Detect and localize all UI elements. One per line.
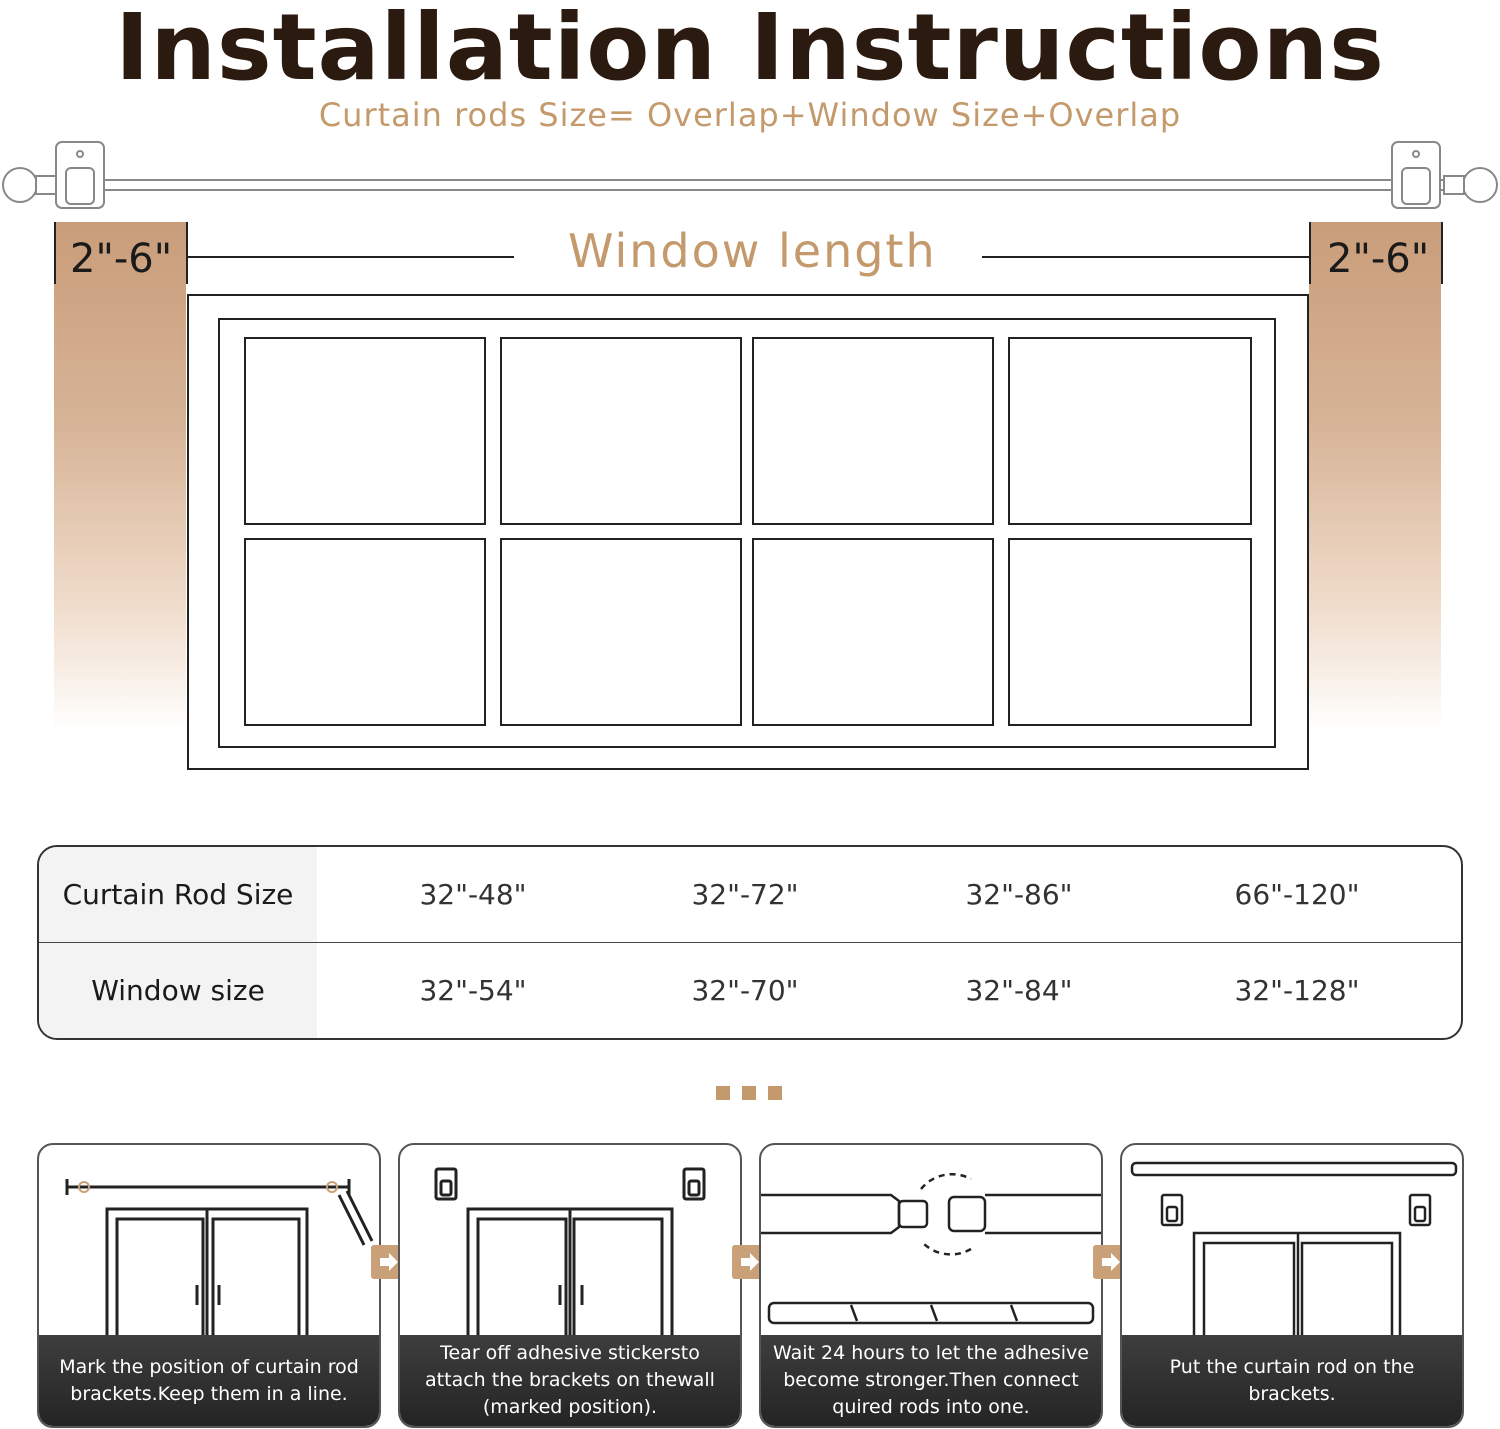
left-overlap-band [54,222,186,732]
window-pane [752,337,994,525]
table-cell: 32"-54" [419,974,527,1007]
left-overlap-label: 2"-6" [70,236,173,282]
step-card-4 [1120,1143,1464,1428]
window-pane [752,538,994,726]
dimension-line-left [188,256,514,258]
window-frame [187,294,1309,770]
table-cell: 32"-128" [1234,974,1360,1007]
window-pane [1008,538,1252,726]
step-card-2 [398,1143,742,1428]
window-pane [1008,337,1252,525]
table-cell: 32"-70" [691,974,799,1007]
window-pane [244,337,486,525]
window-length-label: Window length [568,224,937,278]
page-subtitle: Curtain rods Size= Overlap+Window Size+Overlap [318,96,1182,134]
window-pane [500,538,742,726]
row-header: Curtain Rod Size [39,847,317,942]
table-cell: 32"-72" [691,878,799,911]
step-card-1 [37,1143,381,1428]
table-cell: 32"-48" [419,878,527,911]
step-card-3 [759,1143,1103,1428]
window-sash [218,318,1276,748]
row-header: Window size [39,943,317,1038]
hang-rod-icon [1122,1145,1462,1345]
right-overlap-band [1309,222,1441,732]
mark-brackets-icon [39,1145,379,1345]
step-4-caption: Put the curtain rod on the brackets. [1122,1335,1462,1426]
curtain-rod-illustration [0,138,1500,214]
section-divider-dots [716,1085,794,1104]
page-title: Installation Instructions [115,0,1385,101]
window-pane [500,337,742,525]
dimension-line-right [982,256,1309,258]
right-overlap-label: 2"-6" [1327,236,1430,282]
step-1-caption: Mark the position of curtain rod brackets.Keep them in a line. [39,1335,379,1426]
table-row [39,943,1461,1038]
step-3-caption: Wait 24 hours to let the adhesive become stronger.Then connect quired rods into one. [761,1335,1101,1426]
attach-brackets-icon [400,1145,740,1345]
connect-rods-icon [761,1145,1101,1345]
step-2-caption: Tear off adhesive stickersto attach the brackets on thewall (marked position). [400,1335,740,1426]
table-cell: 66"-120" [1234,878,1360,911]
table-cell: 32"-84" [965,974,1073,1007]
size-table [37,845,1463,1040]
table-cell: 32"-86" [965,878,1073,911]
window-pane [244,538,486,726]
table-row [39,847,1461,942]
